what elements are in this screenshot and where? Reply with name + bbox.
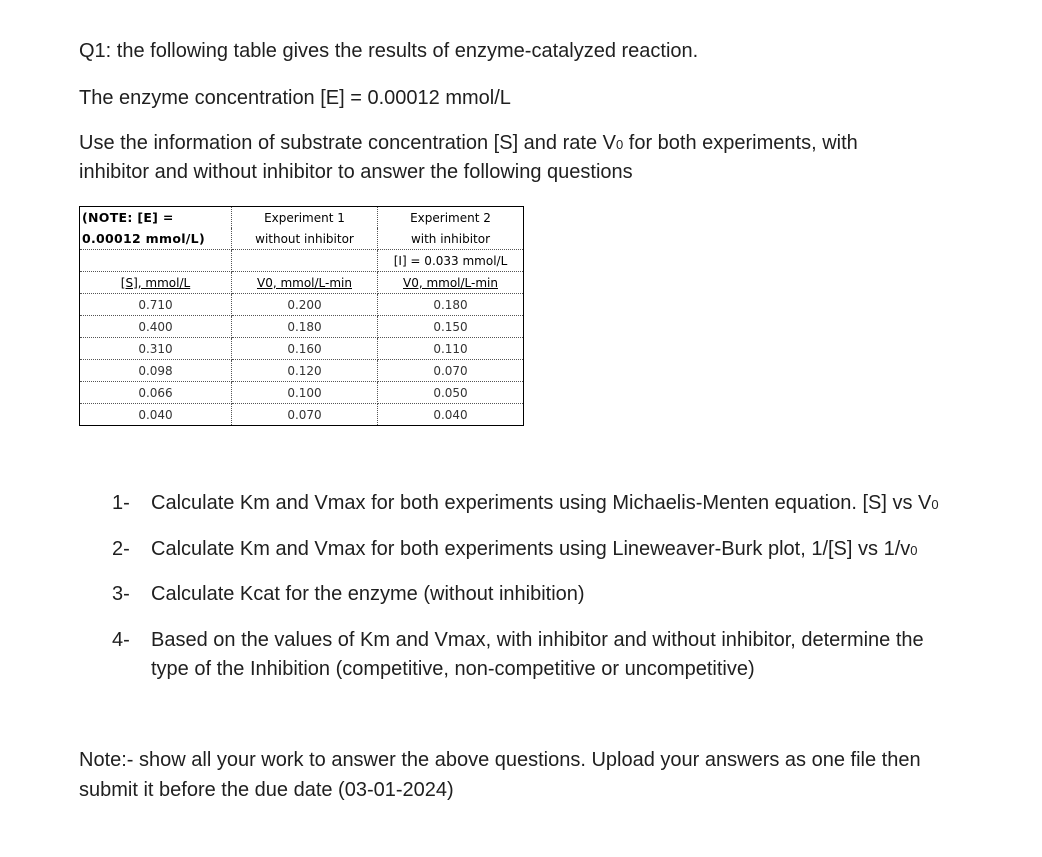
question-item-3: [112, 580, 1012, 609]
v0-subscript: 0: [910, 543, 918, 558]
cell-v1: 0.180: [232, 316, 378, 338]
question-text: Based on the values of Km and Vmax, with inhibitor and without inhibitor, determine the: [151, 629, 924, 651]
col-header-v2: V0, mmol/L-min: [378, 272, 524, 294]
exp2-inhibitor-conc: [I] = 0.033 mmol/L: [378, 250, 524, 272]
v0-subscript: 0: [931, 497, 939, 512]
question-item-4: [112, 626, 1012, 684]
table-column-header-row: [80, 272, 524, 294]
cell-v1: 0.160: [232, 338, 378, 360]
question-text-main: Calculate Km and Vmax for both experiments using Lineweaver-Burk plot, 1/[S] vs 1/v: [151, 538, 911, 560]
cell-v2: 0.050: [378, 382, 524, 404]
table-row: [80, 294, 524, 316]
instructions-line-1-a: Use the information of substrate concentration [S] and rate V: [79, 132, 616, 154]
cell-s: 0.098: [80, 360, 232, 382]
cell-v1: 0.100: [232, 382, 378, 404]
cell-s: 0.310: [80, 338, 232, 360]
exp1-title: Experiment 1: [232, 207, 378, 229]
table-row: [80, 360, 524, 382]
empty-cell: [80, 250, 232, 272]
v0-subscript: 0: [615, 137, 624, 152]
cell-v1: 0.120: [232, 360, 378, 382]
note-line-2: 0.00012 mmol/L): [80, 228, 232, 250]
question-number: 2-: [112, 538, 130, 560]
empty-cell: [232, 250, 378, 272]
cell-v2: 0.150: [378, 316, 524, 338]
exp1-subtitle: without inhibitor: [232, 228, 378, 250]
question-item-2: [112, 535, 1012, 564]
question-text: [151, 535, 917, 565]
results-table: [79, 206, 524, 426]
question-text: Calculate Kcat for the enzyme (without inhibition): [151, 583, 585, 605]
instructions-line-1: [79, 129, 858, 159]
table-header-row-2: [80, 228, 524, 250]
question-number: 3-: [112, 583, 130, 605]
exp2-title: Experiment 2: [410, 210, 491, 225]
cell-s: 0.710: [80, 294, 232, 316]
table-row: [80, 316, 524, 338]
table-row: [80, 338, 524, 360]
cell-v1: 0.070: [232, 404, 378, 426]
table-header-row-3: [80, 250, 524, 272]
cell-v2: 0.040: [433, 407, 468, 422]
note-line-1: (NOTE: [E] =: [80, 207, 232, 229]
question-text-main: Calculate Km and Vmax for both experiments using Michaelis-Menten equation. [S] vs V: [151, 492, 932, 514]
cell-s: 0.040: [80, 404, 232, 426]
question-text-line-2: type of the Inhibition (competitive, non-competitive or uncompetitive): [151, 658, 755, 680]
table-row: [80, 404, 524, 426]
note-line-2-text: submit it before the due date (03-01-2024): [79, 779, 454, 801]
cell-v1: 0.200: [232, 294, 378, 316]
question-item-1: [112, 489, 1012, 518]
cell-v2: 0.110: [378, 338, 524, 360]
cell-v2: 0.180: [378, 294, 524, 316]
instructions-line-2: inhibitor and without inhibitor to answer the following questions: [79, 161, 633, 183]
cell-s: 0.400: [80, 316, 232, 338]
question-number: 4-: [112, 629, 130, 651]
table-header-row-1: [80, 207, 524, 229]
question-number: 1-: [112, 492, 130, 514]
question-title: Q1: the following table gives the results of enzyme-catalyzed reaction.: [79, 40, 699, 62]
col-header-s: [S], mmol/L: [80, 272, 232, 294]
cell-v2: 0.070: [378, 360, 524, 382]
cell-s: 0.066: [80, 382, 232, 404]
instructions-line-1-b: for both experiments, with: [623, 132, 858, 154]
enzyme-concentration-text: The enzyme concentration [E] = 0.00012 mmol/L: [79, 87, 511, 109]
exp2-subtitle: with inhibitor: [378, 228, 524, 250]
table-row: [80, 382, 524, 404]
note-line-1-text: Note:- show all your work to answer the above questions. Upload your answers as one file then: [79, 749, 921, 771]
col-header-v1: V0, mmol/L-min: [232, 272, 378, 294]
question-text: [151, 489, 939, 519]
